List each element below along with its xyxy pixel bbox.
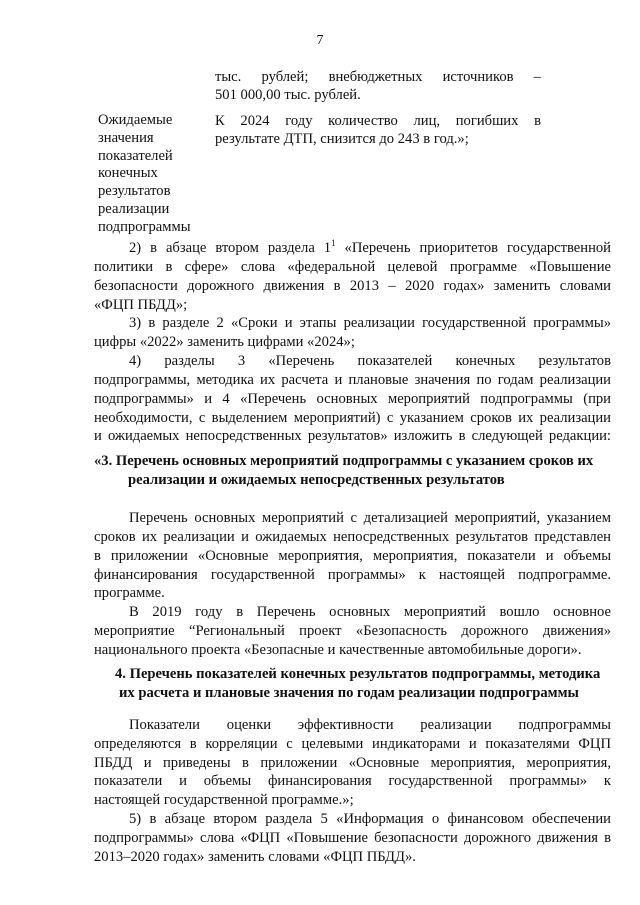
paragraph-line: 5) в абзаце втором раздела 5 «Информация о финансовом обеспечении xyxy=(129,811,611,827)
paragraph-line: Показатели оценки эффективности реализации подпрограммы xyxy=(129,717,611,733)
paragraph-line: В 2019 году в Перечень основных мероприятий вошло основное xyxy=(129,604,611,620)
label-line: результатов xyxy=(98,183,171,200)
section-heading-line: реализации и ожидаемых непосредственных результатов xyxy=(128,472,505,488)
paragraph-line: безопасности дорожного движения в 2013 – 2020 годах» заменить словами xyxy=(94,278,611,294)
paragraph-line: политики в сфере» слова «федеральной целевой программе «Повышение xyxy=(94,259,611,275)
paragraph-line: мероприятие “Региональный проект «Безопасность дорожного движения» xyxy=(94,623,611,639)
paragraph-line: настоящей государственной программе.»; xyxy=(94,792,354,808)
paragraph-line: программе. xyxy=(94,585,165,601)
funding-continuation-line: тыс. рублей; внебюджетных источников – xyxy=(215,69,541,85)
paragraph-line: подпрограммы, методика их расчета и плановые значения по годам реализации xyxy=(94,372,611,388)
paragraph-line: Перечень основных мероприятий с детализацией мероприятий, указанием xyxy=(129,510,611,526)
paragraph-line: определяются в корреляции с целевыми индикаторами и показателями ФЦП xyxy=(94,736,611,752)
paragraph-line: национального проекта «Безопасные и качественные автомобильные дороги». xyxy=(94,642,582,658)
text-run: 2) в абзаце втором раздела 1 xyxy=(129,240,332,256)
paragraph-line: подпрограммы» и 4 «Перечень основных мероприятий подпрограммы (при xyxy=(94,391,611,407)
paragraph-line xyxy=(129,239,611,258)
label-line: конечных xyxy=(98,165,158,182)
paragraph-line: цифры «2022» заменить цифрами «2024»; xyxy=(94,334,355,350)
label-line: значения xyxy=(98,129,154,146)
table-row-value-line: результате ДТП, снизится до 243 в год.»; xyxy=(215,131,469,147)
paragraph-line: «ФЦП ПБДД»; xyxy=(94,297,188,313)
label-line: реализации xyxy=(98,200,170,217)
table-row-value-line: К 2024 году количество лиц, погибших в xyxy=(215,113,541,129)
paragraph-line: в приложении «Основные мероприятия, мероприятия, показатели и объемы xyxy=(94,548,611,564)
label-line: показателей xyxy=(98,147,173,164)
text-run: «Перечень приоритетов государственной xyxy=(335,240,611,256)
paragraph-line: необходимости, с выделением мероприятий) с указанием сроков их реализации xyxy=(94,410,611,426)
paragraph-line: сроков их реализации и ожидаемых непосредственных результатов представлен xyxy=(94,529,611,545)
page-number: 7 xyxy=(316,33,324,48)
paragraph-line: 2013–2020 годах» заменить словами «ФЦП ПБДД». xyxy=(94,849,416,865)
label-line: подпрограммы xyxy=(98,218,191,235)
funding-continuation-line: 501 000,00 тыс. рублей. xyxy=(215,87,361,103)
paragraph-line: ПБДД и приведены в приложении «Основные мероприятия, мероприятия, xyxy=(94,755,611,771)
paragraph-line: 3) в разделе 2 «Сроки и этапы реализации государственной программы» xyxy=(129,315,611,331)
section-heading-line: 4. Перечень показателей конечных результатов подпрограммы, методика xyxy=(115,666,601,682)
section-heading-line: «3. Перечень основных мероприятий подпрограммы с указанием сроков их xyxy=(94,453,594,469)
paragraph-line: 4) разделы 3 «Перечень показателей конечных результатов xyxy=(129,353,611,369)
paragraph-line: финансирования государственной программы» к настоящей подпрограмме. xyxy=(94,567,611,583)
paragraph-line: подпрограммы» слова «ФЦП «Повышение безопасности дорожного движения в xyxy=(94,830,611,846)
paragraph-line: показатели и объемы финансирования государственной программы» к xyxy=(94,773,611,789)
label-line: Ожидаемые xyxy=(98,112,173,128)
section-heading-line: их расчета и плановые значения по годам реализации подпрограммы xyxy=(119,685,579,701)
table-row-label xyxy=(98,112,191,237)
paragraph-line: и ожидаемых непосредственных результатов» изложить в следующей редакции: xyxy=(94,428,611,444)
superscript: 1 xyxy=(331,238,336,248)
